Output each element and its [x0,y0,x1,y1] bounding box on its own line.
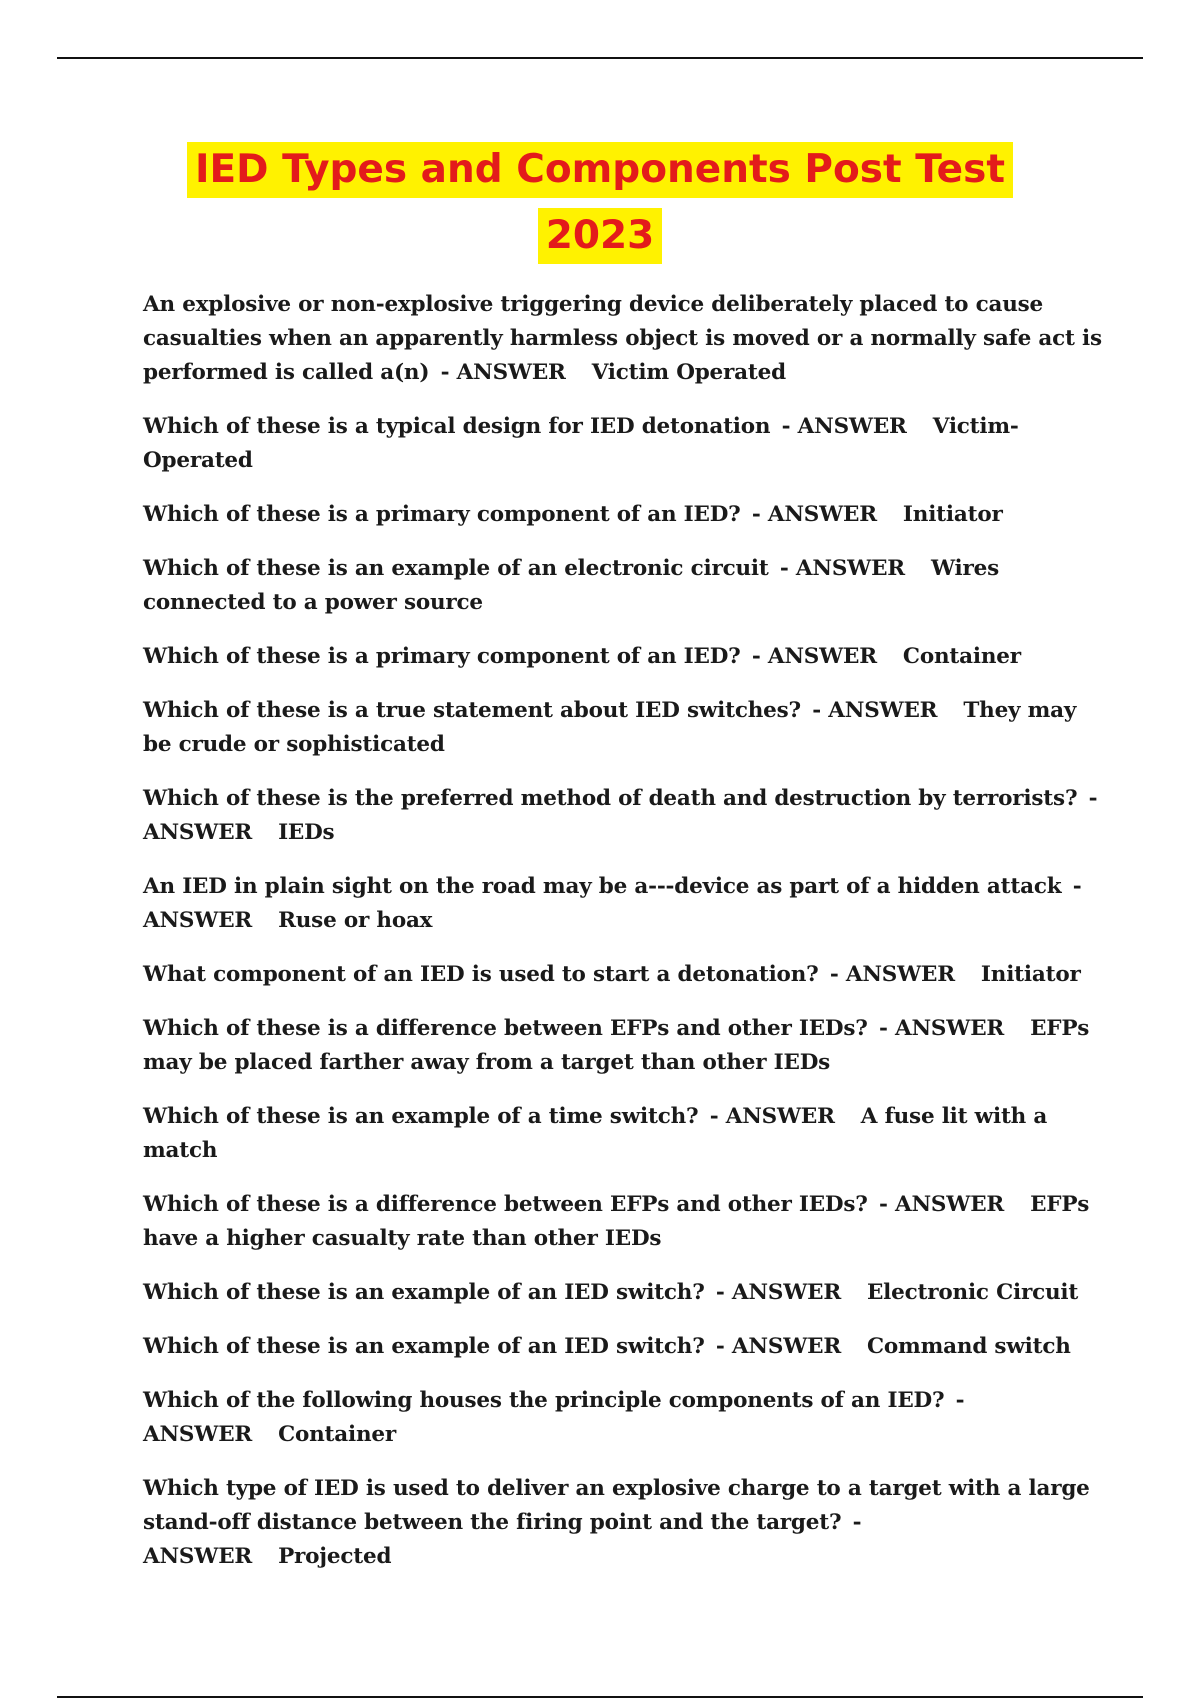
question-text: Which type of IED is used to deliver an explosive charge to a target with a large stand-off distance between the firing point and the target? [143,1476,1090,1535]
answer-text: Initiator [902,502,1003,527]
answer-text: EFPs may be placed farther away from a target than other IEDs [143,1016,1090,1075]
question-text: Which of these is an example of an IED switch? [143,1334,705,1359]
answer-text: They may be crude or sophisticated [143,698,1077,757]
question-text: Which of these is an example of an electronic circuit [143,556,769,581]
answer-tag: - ANSWER [143,874,1082,933]
answer-tag: - ANSWER [878,1192,1005,1217]
title-line-2: 2023 [538,208,663,264]
answer-tag: - ANSWER [812,698,938,723]
question-text: Which of these is an example of an IED switch? [143,1280,705,1305]
qa-item [143,552,1103,620]
question-text: Which of these is a difference between EFPs and other IEDs? [143,1016,868,1041]
document-title [0,142,1200,274]
qa-item [143,1276,1103,1310]
answer-tag: - ANSWER [781,414,907,439]
answer-text: Victim Operated [591,360,786,385]
qa-item [143,288,1103,390]
qa-list [143,288,1103,1594]
question-text: Which of these is the preferred method of death and destruction by terrorists? [143,786,1078,811]
qa-item [143,694,1103,762]
qa-item [143,1012,1103,1080]
question-text: Which of these is a primary component of an IED? [143,502,741,527]
answer-tag: - ANSWER [709,1104,835,1129]
answer-text: Wires connected to a power source [143,556,1000,615]
answer-tag: - ANSWER [878,1016,1005,1041]
answer-text: Container [278,1422,397,1447]
answer-text: Command switch [867,1334,1071,1359]
qa-item [143,958,1103,992]
answer-text: Container [902,644,1021,669]
answer-tag: - ANSWER [779,556,905,581]
answer-text: Initiator [980,962,1081,987]
question-text: Which of these is a difference between EFPs and other IEDs? [143,1192,868,1217]
question-text: Which of the following houses the principle components of an IED? [143,1388,945,1413]
question-text: Which of these is a typical design for IED detonation [143,414,771,439]
answer-tag: - ANSWER [143,1388,965,1447]
title-line-1: IED Types and Components Post Test [187,142,1013,198]
bottom-rule [57,1696,1143,1698]
qa-item [143,1188,1103,1256]
question-text: What component of an IED is used to start a detonation? [143,962,819,987]
answer-text: Ruse or hoax [278,908,433,933]
question-text: Which of these is a primary component of an IED? [143,644,741,669]
answer-tag: - ANSWER [751,644,877,669]
answer-tag: - ANSWER [715,1280,841,1305]
qa-item [143,1330,1103,1364]
answer-text: EFPs have a higher casualty rate than other IEDs [143,1192,1090,1251]
qa-item [143,1384,1103,1452]
answer-tag: - ANSWER [143,786,1098,845]
answer-text: IEDs [278,820,335,845]
qa-item [143,1472,1103,1574]
qa-item [143,782,1103,850]
question-text: An explosive or non-explosive triggering device deliberately placed to cause casualties when an apparently harmless object is moved or a normally safe act is performed is called a(n) [143,292,1102,385]
qa-item [143,870,1103,938]
answer-tag: - ANSWER [143,1510,862,1569]
qa-item [143,498,1103,532]
top-rule [57,57,1143,59]
question-text: An IED in plain sight on the road may be a---device as part of a hidden attack [143,874,1062,899]
answer-text: A fuse lit with a match [143,1104,1048,1163]
qa-item [143,640,1103,674]
question-text: Which of these is an example of a time switch? [143,1104,699,1129]
answer-text: Projected [278,1544,392,1569]
qa-item [143,1100,1103,1168]
answer-text: Electronic Circuit [867,1280,1079,1305]
answer-tag: - ANSWER [440,360,566,385]
answer-text: Victim-Operated [143,414,1019,473]
qa-item [143,410,1103,478]
answer-tag: - ANSWER [751,502,877,527]
question-text: Which of these is a true statement about IED switches? [143,698,801,723]
answer-tag: - ANSWER [829,962,955,987]
answer-tag: - ANSWER [715,1334,841,1359]
